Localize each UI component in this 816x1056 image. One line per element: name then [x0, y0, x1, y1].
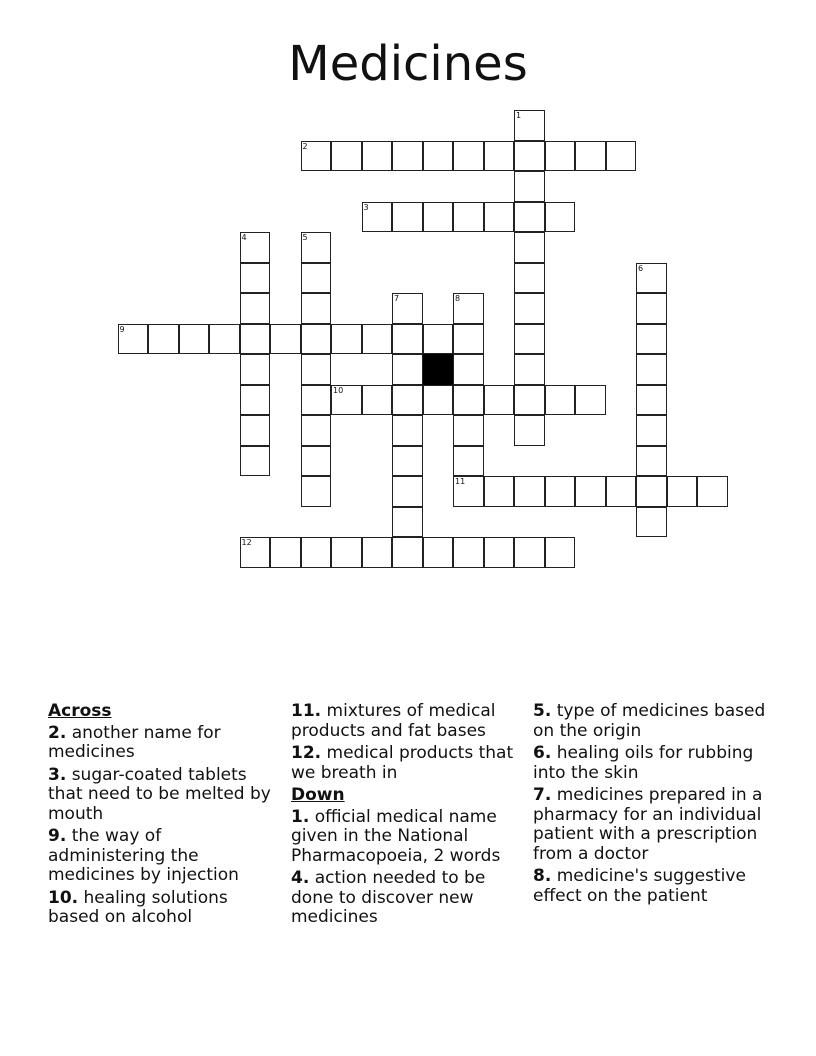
crossword-cell[interactable]: [331, 324, 362, 355]
crossword-cell[interactable]: [697, 476, 728, 507]
clues-column-1: [48, 702, 278, 931]
clue-number: 7: [394, 294, 400, 303]
crossword-cell[interactable]: [423, 202, 454, 233]
crossword-cell[interactable]: [484, 202, 515, 233]
crossword-cell[interactable]: [392, 537, 423, 568]
clues-column-3: [533, 702, 773, 909]
crossword-cell[interactable]: [453, 537, 484, 568]
crossword-cell[interactable]: [636, 263, 667, 294]
crossword-cell[interactable]: [514, 293, 545, 324]
crossword-cell[interactable]: [636, 476, 667, 507]
crossword-cell[interactable]: [392, 446, 423, 477]
clue-across-2: 2. another name for medicines: [48, 722, 221, 762]
clue-across-10: 10. healing solutions based on alcohol: [48, 887, 228, 927]
crossword-cell[interactable]: [301, 232, 332, 263]
crossword-cell[interactable]: [514, 354, 545, 385]
crossword-cell[interactable]: [240, 446, 271, 477]
crossword-cell[interactable]: [331, 141, 362, 172]
crossword-cell[interactable]: [575, 141, 606, 172]
crossword-cell[interactable]: [514, 202, 545, 233]
crossword-cell[interactable]: [301, 263, 332, 294]
crossword-cell[interactable]: [392, 476, 423, 507]
crossword-cell[interactable]: [606, 476, 637, 507]
crossword-cell[interactable]: [453, 476, 484, 507]
crossword-cell[interactable]: [453, 385, 484, 416]
crossword-cell[interactable]: [362, 202, 393, 233]
crossword-cell[interactable]: [392, 354, 423, 385]
crossword-cell[interactable]: [240, 354, 271, 385]
crossword-cell[interactable]: [636, 507, 667, 538]
crossword-cell[interactable]: [514, 263, 545, 294]
crossword-cell[interactable]: [301, 385, 332, 416]
crossword-cell[interactable]: [301, 354, 332, 385]
crossword-cell[interactable]: [636, 293, 667, 324]
crossword-cell[interactable]: [484, 141, 515, 172]
clue-down-8: 8. medicine's suggestive effect on the patient: [533, 866, 746, 906]
crossword-cell[interactable]: [453, 293, 484, 324]
clue-across-11: 11. mixtures of medical products and fat bases: [291, 701, 496, 741]
crossword-cell[interactable]: [667, 476, 698, 507]
crossword-cell[interactable]: [392, 415, 423, 446]
clue-number: 3: [363, 202, 369, 212]
crossword-cell[interactable]: [301, 324, 332, 355]
crossword-cell[interactable]: [423, 537, 454, 568]
crossword-cell[interactable]: [362, 385, 393, 416]
crossword-cell[interactable]: [240, 324, 271, 355]
crossword-cell[interactable]: [118, 324, 149, 355]
crossword-cell[interactable]: [392, 385, 423, 416]
clue-down-7: 7. medicines prepared in a pharmacy for an individual patient with a prescription from a doctor: [533, 785, 763, 864]
across-heading: Across: [48, 701, 112, 721]
crossword-cell[interactable]: [545, 202, 576, 233]
crossword-cell[interactable]: [636, 354, 667, 385]
crossword-cell[interactable]: [453, 324, 484, 355]
crossword-cell[interactable]: [392, 141, 423, 172]
crossword-cell[interactable]: [301, 446, 332, 477]
crossword-cell[interactable]: [453, 141, 484, 172]
crossword-cell[interactable]: [514, 415, 545, 446]
crossword-cell[interactable]: [514, 385, 545, 416]
clue-number: 12: [241, 538, 252, 547]
crossword-cell[interactable]: [240, 232, 271, 263]
clue-number: 8: [455, 294, 461, 303]
crossword-cell[interactable]: [148, 324, 179, 355]
clue-down-6: 6. healing oils for rubbing into the skin: [533, 743, 754, 783]
crossword-cell[interactable]: [636, 324, 667, 355]
crossword-cell[interactable]: [453, 415, 484, 446]
crossword-cell[interactable]: [392, 202, 423, 233]
crossword-cell[interactable]: [240, 537, 271, 568]
crossword-cell[interactable]: [514, 141, 545, 172]
clue-number: 11: [455, 477, 466, 486]
crossword-cell[interactable]: [179, 324, 210, 355]
crossword-cell[interactable]: [362, 141, 393, 172]
crossword-cell[interactable]: [575, 476, 606, 507]
crossword-cell[interactable]: [423, 324, 454, 355]
crossword-cell[interactable]: [545, 141, 576, 172]
crossword-cell[interactable]: [331, 385, 362, 416]
crossword-cell[interactable]: [606, 141, 637, 172]
crossword-cell[interactable]: [392, 293, 423, 324]
clues-column-2: [291, 702, 521, 931]
down-heading: Down: [291, 785, 345, 805]
crossword-cell[interactable]: [301, 293, 332, 324]
clue-down-5: 5. type of medicines based on the origin: [533, 701, 766, 741]
crossword-cell[interactable]: [545, 537, 576, 568]
clue-number: 10: [333, 385, 344, 395]
crossword-cell[interactable]: [545, 385, 576, 416]
crossword-cell[interactable]: [240, 385, 271, 416]
clue-number: 5: [302, 233, 308, 242]
crossword-cell[interactable]: [636, 415, 667, 446]
crossword-cell[interactable]: [484, 476, 515, 507]
crossword-cell[interactable]: [331, 537, 362, 568]
clue-number: 6: [638, 263, 644, 273]
crossword-cell[interactable]: [362, 537, 393, 568]
crossword-cell[interactable]: [392, 324, 423, 355]
crossword-cell[interactable]: [301, 141, 332, 172]
crossword-cell[interactable]: [453, 446, 484, 477]
crossword-cell[interactable]: [270, 324, 301, 355]
crossword-cell[interactable]: [514, 476, 545, 507]
clue-down-1: 1. official medical name given in the National Pharmacopoeia, 2 words: [291, 806, 501, 866]
crossword-cell[interactable]: [514, 324, 545, 355]
clue-down-4: 4. action needed to be done to discover new medicines: [291, 868, 486, 927]
clue-across-12: 12. medical products that we breath in: [291, 743, 514, 783]
crossword-cell[interactable]: [514, 110, 545, 141]
page-title: Medicines: [288, 36, 528, 92]
crossword-cell[interactable]: [514, 537, 545, 568]
crossword-cell[interactable]: [301, 537, 332, 568]
crossword-cell[interactable]: [636, 385, 667, 416]
crossword-cell[interactable]: [423, 385, 454, 416]
crossword-cell[interactable]: [484, 385, 515, 416]
crossword-cell[interactable]: [514, 171, 545, 202]
crossword-cell[interactable]: [453, 202, 484, 233]
crossword-cell[interactable]: [423, 141, 454, 172]
clue-number: 2: [302, 141, 308, 151]
crossword-cell[interactable]: [453, 354, 484, 385]
clue-number: 4: [241, 233, 247, 242]
crossword-cell[interactable]: [392, 507, 423, 538]
crossword-cell[interactable]: [301, 476, 332, 507]
crossword-cell[interactable]: [514, 232, 545, 263]
crossword-cell[interactable]: [545, 476, 576, 507]
black-square: [423, 354, 454, 385]
clue-number: 1: [516, 111, 522, 120]
crossword-cell[interactable]: [240, 263, 271, 294]
crossword-cell[interactable]: [240, 415, 271, 446]
crossword-cell[interactable]: [636, 446, 667, 477]
crossword-cell[interactable]: [575, 385, 606, 416]
crossword-cell[interactable]: [209, 324, 240, 355]
crossword-cell[interactable]: [484, 537, 515, 568]
crossword-cell[interactable]: [362, 324, 393, 355]
clue-across-9: 9. the way of administering the medicines by injection: [48, 826, 239, 885]
crossword-cell[interactable]: [240, 293, 271, 324]
crossword-cell[interactable]: [301, 415, 332, 446]
crossword-cell[interactable]: [270, 537, 301, 568]
clue-across-3: 3. sugar-coated tablets that need to be melted by mouth: [48, 764, 271, 824]
clue-number: 9: [119, 324, 125, 334]
